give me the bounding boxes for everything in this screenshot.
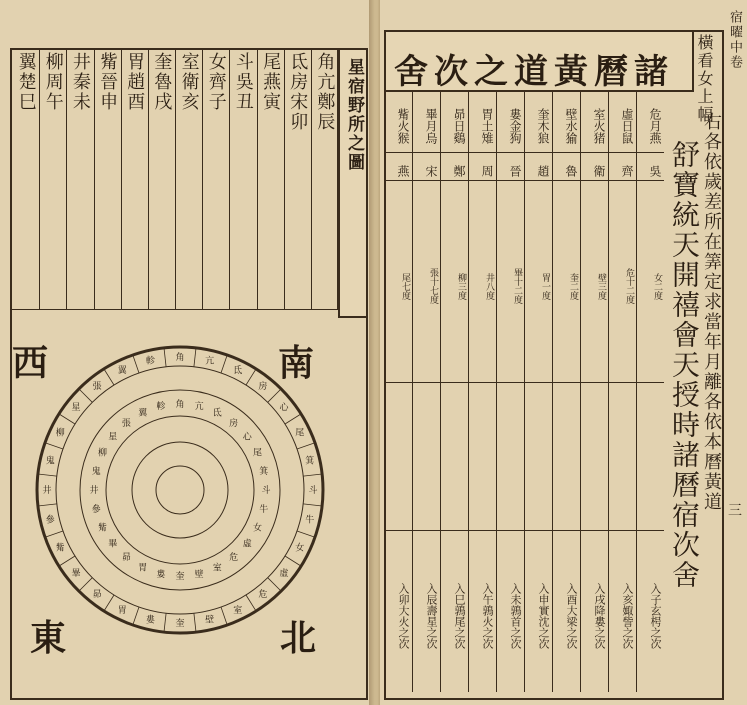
- right-table: [384, 92, 664, 700]
- right-table-cell: 齊: [620, 165, 634, 177]
- right-table-cell: 女二度: [652, 272, 662, 300]
- ring-label: 房: [229, 418, 239, 429]
- right-table-cell: 晉: [508, 165, 522, 177]
- right-table-cell: 奎木狼: [536, 108, 550, 144]
- right-table-cell: 周: [480, 165, 494, 177]
- ring-divider: [297, 531, 315, 537]
- intro-col-2: 舒寶統天開禧會天授時諸曆宿次舍: [668, 140, 701, 590]
- left-table-divider: [39, 48, 40, 310]
- left-table-divider: [175, 48, 176, 310]
- right-table-cell: 奎二度: [568, 272, 578, 300]
- right-page: [380, 0, 747, 705]
- left-table-col: 翼楚巳: [15, 52, 37, 112]
- right-table-vline: [552, 92, 553, 692]
- ring-label: 婁: [156, 569, 166, 580]
- ring-divider: [59, 414, 75, 424]
- ring-label: 翼: [117, 366, 127, 377]
- ring-label: 室: [212, 563, 222, 574]
- left-table-col: 氐房宋卯: [287, 52, 309, 132]
- ring-divider: [133, 607, 139, 625]
- left-table-divider: [284, 48, 285, 310]
- right-table-cell: 入卯大火之次: [397, 583, 410, 649]
- left-table-divider: [66, 48, 67, 310]
- right-table-cell: 入未鶉首之次: [509, 583, 522, 649]
- right-table-vline: [636, 92, 637, 692]
- right-table-vline: [384, 92, 385, 692]
- ring-4: [106, 416, 254, 564]
- right-table-vline: [580, 92, 581, 692]
- ring-label: 尾: [295, 428, 305, 439]
- left-page: [0, 0, 372, 705]
- right-table-cell: 室火猪: [592, 108, 606, 144]
- right-table-cell: 胃土雉: [480, 108, 494, 144]
- ring-label: 鬼: [91, 466, 101, 477]
- ring-divider: [194, 348, 196, 367]
- right-table-cell: 危月燕: [648, 108, 662, 144]
- ring-label: 女: [295, 543, 305, 554]
- ring-divider: [303, 504, 322, 506]
- right-table-cell: 柳三度: [456, 272, 466, 300]
- direction-east: 東: [30, 617, 67, 659]
- ring-label: 奎: [175, 619, 185, 629]
- right-table-cell: 入酉大梁之次: [565, 583, 578, 649]
- ring-divider: [164, 613, 166, 632]
- ring-label: 胃: [138, 563, 148, 574]
- right-table-vline: [496, 92, 497, 692]
- ring-5: [132, 442, 228, 538]
- ring-label: 角: [175, 400, 185, 410]
- ring-divider: [104, 595, 114, 611]
- right-table-cell: 燕: [396, 165, 410, 177]
- note-top: 橫看女上幅: [695, 34, 714, 124]
- margin-label: 宿曜中卷: [727, 10, 742, 70]
- ring-label: 亢: [205, 356, 215, 367]
- ring-label: 尾: [252, 448, 263, 459]
- right-table-cell: 趙: [536, 165, 550, 177]
- ring-label: 牛: [259, 505, 269, 516]
- right-table-cell: 胃一度: [540, 272, 550, 300]
- ring-label: 氐: [212, 408, 222, 419]
- right-table-cell: 壁三度: [596, 272, 606, 300]
- ring-divider: [268, 578, 281, 591]
- intro-col-1: 右各依歲差所在筭定求當年月離各依本曆黃道: [701, 112, 722, 512]
- ring-divider: [246, 595, 256, 611]
- direction-north: 北: [280, 617, 317, 659]
- right-table-cell: 入子玄枵之次: [649, 583, 662, 649]
- right-table-cell: 吳: [648, 165, 662, 177]
- ring-label: 昴: [92, 590, 102, 600]
- ring-divider: [79, 578, 92, 591]
- ring-label: 室: [233, 605, 243, 616]
- ring-divider: [303, 474, 322, 476]
- ring-label: 氐: [233, 366, 243, 377]
- direction-south: 南: [278, 342, 315, 384]
- ring-label: 壁: [205, 615, 215, 626]
- right-table-cell: 入辰壽星之次: [425, 583, 438, 649]
- direction-west: 西: [12, 342, 49, 384]
- ring-labels: [38, 348, 322, 632]
- left-table-divider: [148, 48, 149, 310]
- left-table-col: 觜晉申: [97, 52, 119, 112]
- ring-label: 箕: [259, 466, 269, 477]
- right-table-cell: 井八度: [484, 272, 494, 300]
- inner-ring: [156, 466, 204, 514]
- right-table-cell: 入戌降婁之次: [593, 583, 606, 649]
- right-table-cell: 宋: [424, 165, 438, 177]
- ring-divider: [104, 369, 114, 385]
- right-table-cell: 鄭: [452, 165, 466, 177]
- right-table-cell: 入申實沈之次: [537, 583, 550, 649]
- ring-label: 軫: [145, 356, 155, 367]
- right-table-cell: 觜火猴: [396, 108, 410, 144]
- ring-label: 畢: [108, 539, 118, 550]
- ring-label: 牛: [305, 515, 315, 526]
- right-table-cell: 虛日鼠: [620, 108, 634, 144]
- left-table-col: 女齊子: [205, 52, 227, 112]
- ring-divider: [285, 414, 301, 424]
- right-table-vline: [524, 92, 525, 692]
- ring-label: 觜: [55, 543, 65, 554]
- ring-label: 柳: [55, 428, 65, 439]
- ring-divider: [38, 504, 57, 506]
- ring-divider: [221, 355, 227, 373]
- ring-label: 畢: [71, 568, 81, 579]
- right-table-vline: [468, 92, 469, 692]
- right-table-cell: 魯: [564, 165, 578, 177]
- ring-label: 虛: [279, 568, 289, 579]
- ring-label: 參: [91, 505, 101, 516]
- ring-divider: [297, 443, 315, 449]
- ring-label: 翼: [138, 408, 148, 419]
- left-table-col: 角亢鄭辰: [314, 52, 336, 132]
- left-table-divider: [202, 48, 203, 310]
- ring-label: 亢: [194, 402, 204, 413]
- right-title-box: [384, 30, 694, 92]
- ring-divider: [164, 348, 166, 367]
- ring-label: 井: [89, 486, 99, 496]
- ring-label: 鬼: [45, 456, 55, 467]
- left-title-box: [338, 48, 368, 318]
- left-table-divider: [229, 48, 230, 310]
- ring-label: 婁: [145, 615, 155, 626]
- ring-divider: [38, 474, 57, 476]
- ring-divider: [221, 607, 227, 625]
- ring-label: 奎: [175, 572, 185, 582]
- right-table-cell: 入午鶉火之次: [481, 583, 494, 649]
- ring-label: 危: [229, 553, 239, 564]
- ring-divider: [45, 443, 63, 449]
- ring-divider: [59, 556, 75, 566]
- ring-label: 危: [258, 590, 268, 600]
- page-number: 三: [728, 503, 742, 519]
- left-table-col: 胃趙酉: [124, 52, 146, 112]
- ring-label: 女: [252, 523, 263, 534]
- left-table-col: 奎魯戌: [151, 52, 173, 112]
- ring-label: 星: [71, 403, 81, 414]
- ring-label: 房: [258, 382, 268, 392]
- ring-label: 角: [175, 353, 185, 363]
- ring-label: 井: [42, 486, 52, 496]
- ring-divider: [133, 355, 139, 373]
- right-table-cell: 尾七度: [400, 272, 410, 300]
- right-table-cell: 入亥娵訾之次: [621, 583, 634, 649]
- ring-divider: [268, 389, 281, 402]
- ring-3: [80, 390, 280, 590]
- ring-label: 箕: [305, 456, 315, 467]
- left-table-col: 尾燕寅: [260, 52, 282, 112]
- ring-label: 虛: [242, 539, 252, 550]
- ring-label: 胃: [117, 605, 127, 616]
- left-page-title: 星宿野所之圖: [344, 58, 364, 172]
- ring-divider: [246, 369, 256, 385]
- left-table-divider: [257, 48, 258, 310]
- right-table-cell: 入巳鶉尾之次: [453, 583, 466, 649]
- left-table-divider: [94, 48, 95, 310]
- left-table-col: 斗吳丑: [232, 52, 254, 112]
- left-table-col: 室衛亥: [178, 52, 200, 112]
- ring-label: 軫: [156, 402, 166, 413]
- right-table-cell: 畢十二度: [512, 268, 522, 304]
- ring-label: 心: [242, 432, 252, 443]
- ring-label: 壁: [194, 569, 204, 580]
- left-table-divider: [121, 48, 122, 310]
- ring-label: 昴: [121, 553, 131, 564]
- ring-labels-inner: [89, 398, 270, 582]
- left-table-col: 井秦未: [69, 52, 91, 112]
- ring-label: 觜: [97, 523, 108, 534]
- right-table-vline: [608, 92, 609, 692]
- ring-divider: [194, 613, 196, 632]
- ring-label: 星: [108, 432, 118, 443]
- right-table-vline: [440, 92, 441, 692]
- ring-label: 張: [92, 382, 102, 392]
- left-table-col: 柳周午: [42, 52, 64, 112]
- right-page-title: 諸曆黃道之次舍: [394, 52, 674, 92]
- ring-label: 參: [45, 515, 55, 526]
- ring-label: 柳: [97, 448, 108, 459]
- right-table-vline: [412, 92, 413, 692]
- ring-divider: [285, 556, 301, 566]
- right-table-cell: 壁水㺄: [564, 108, 578, 144]
- ring-label: 斗: [308, 486, 318, 496]
- right-table-cell: 危十二度: [624, 268, 634, 304]
- left-table-divider: [311, 48, 312, 310]
- ring-divider: [79, 389, 92, 402]
- ring-divider: [45, 531, 63, 537]
- ring-label: 斗: [261, 486, 271, 496]
- right-table-cell: 張十七度: [428, 268, 438, 304]
- right-table-cell: 畢月烏: [424, 108, 438, 144]
- right-table-cell: 昴日鷄: [452, 108, 466, 144]
- ring-label: 張: [121, 418, 131, 429]
- right-table-cell: 衛: [592, 165, 606, 177]
- right-table-cell: 婁金狗: [508, 108, 522, 144]
- ring-label: 心: [279, 403, 289, 414]
